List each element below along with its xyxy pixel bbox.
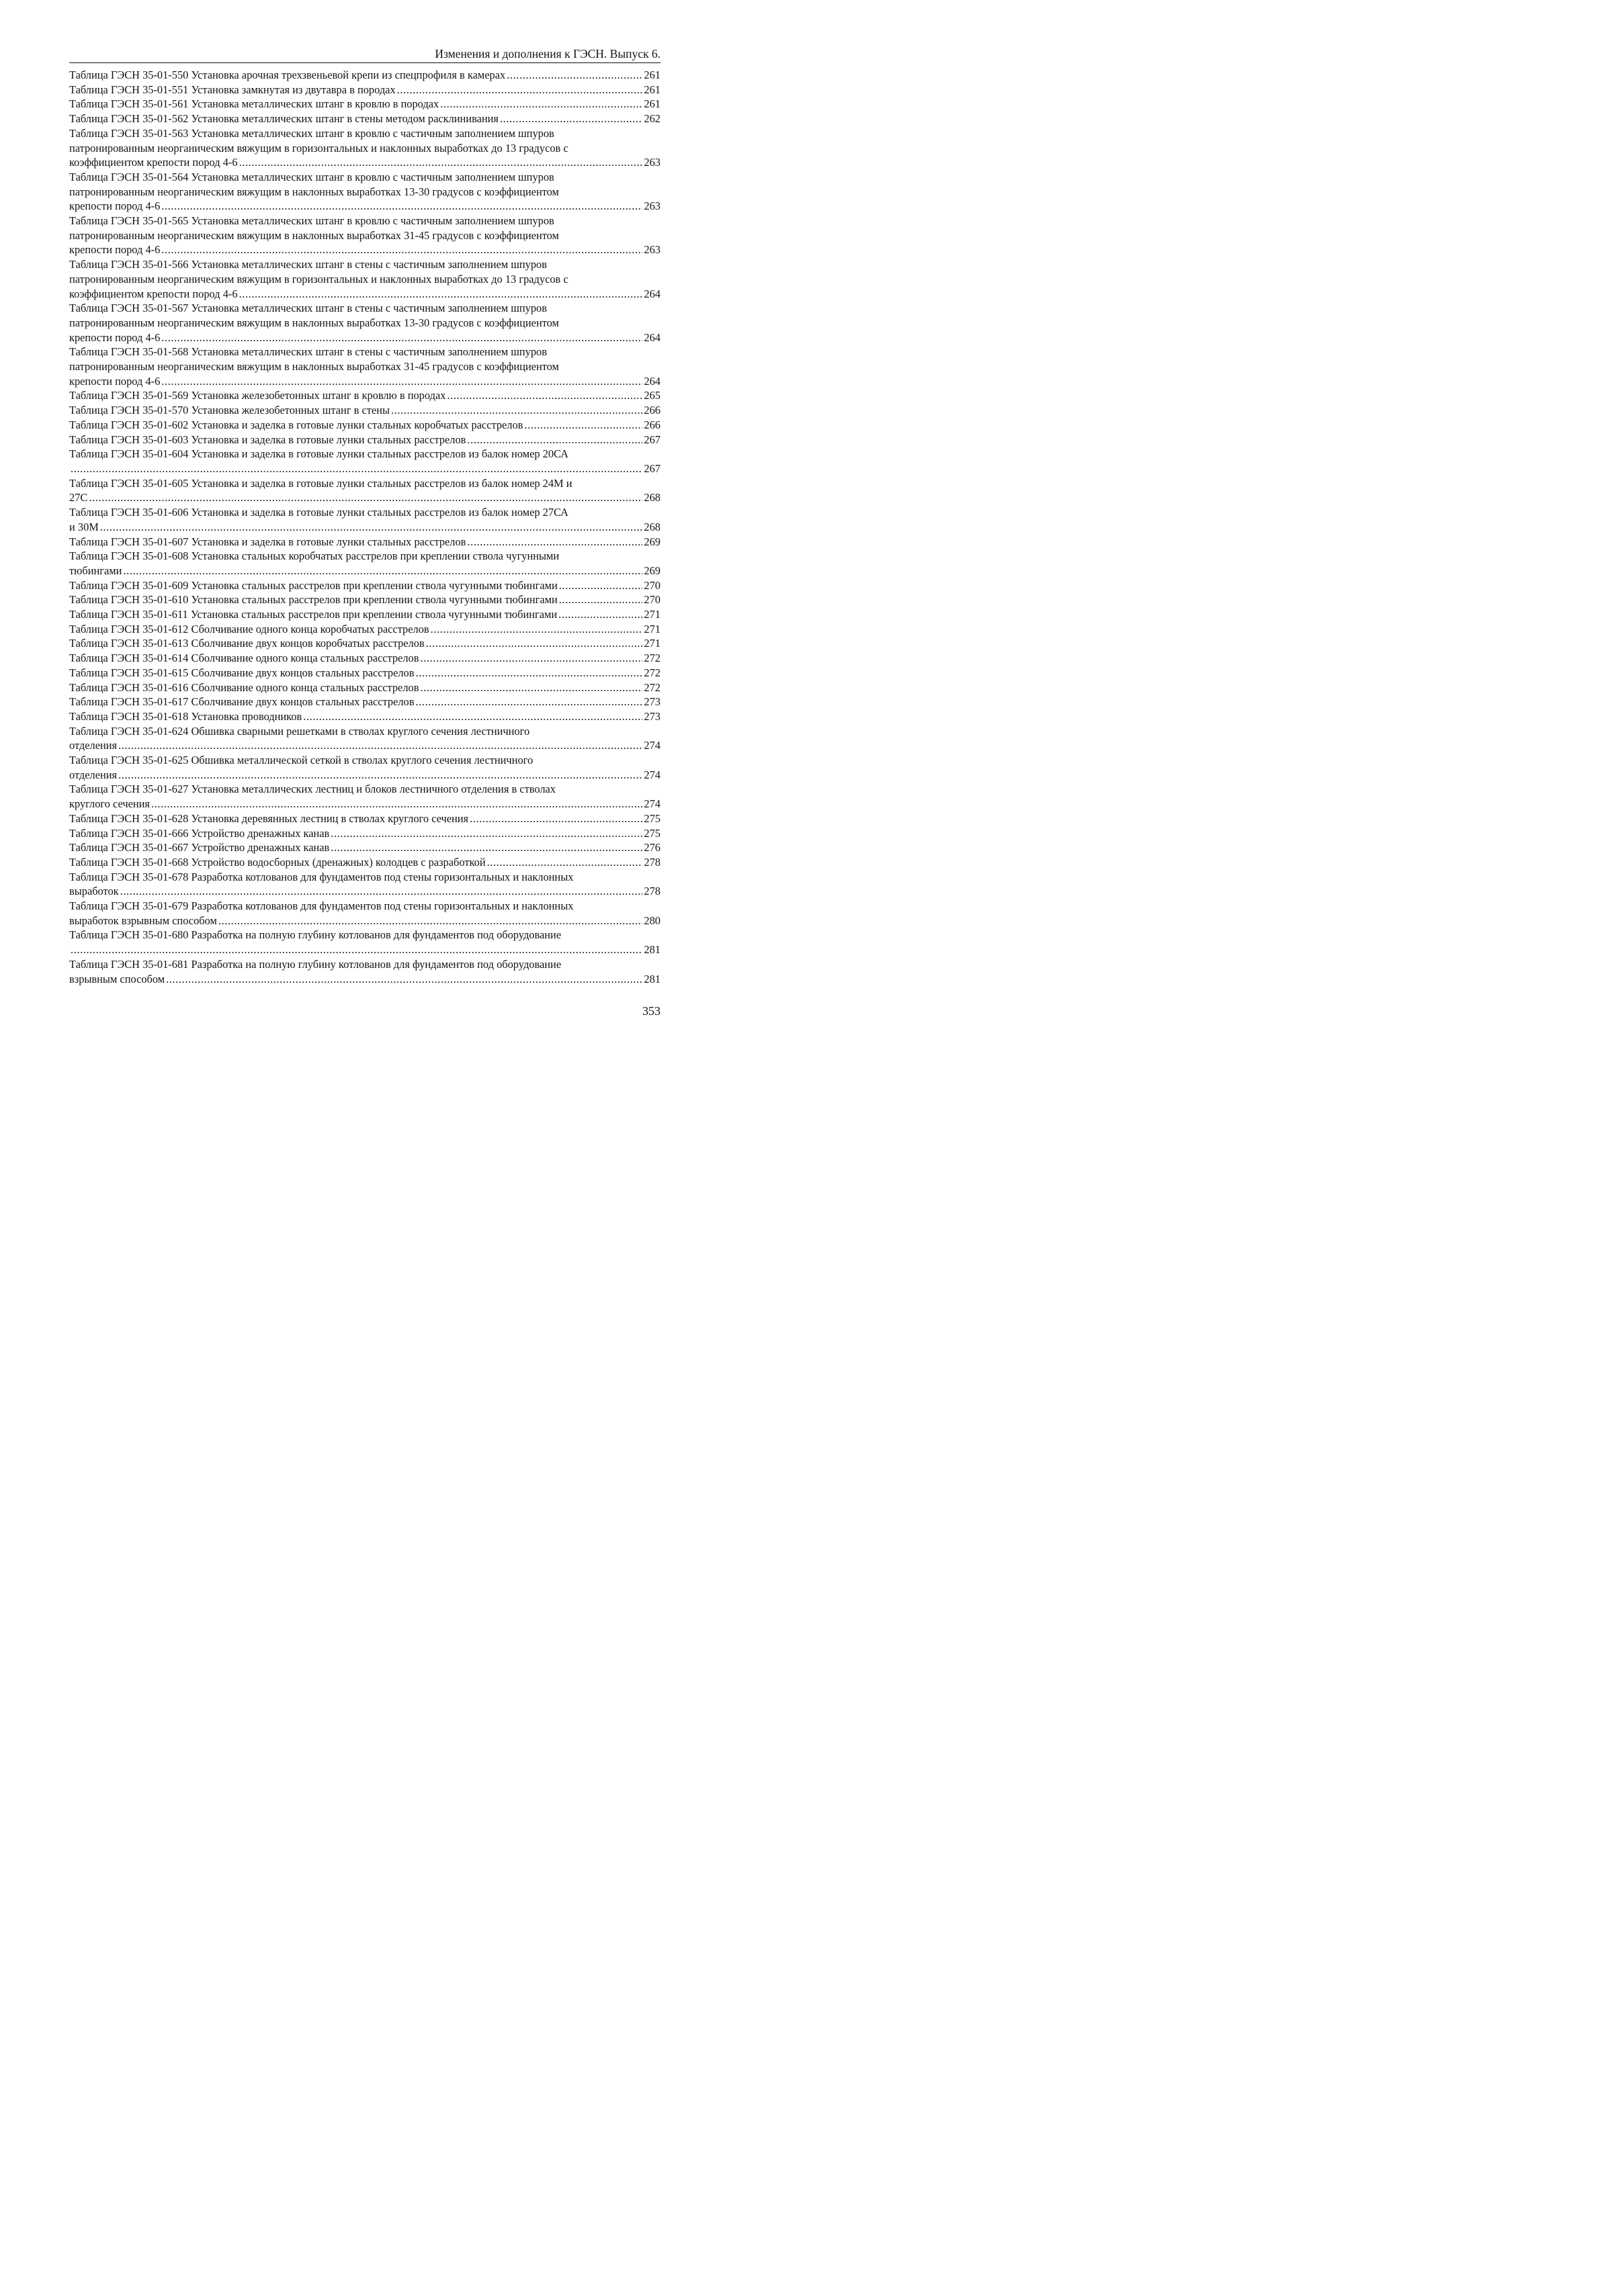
dot-leader [391,403,642,418]
toc-entry-last-line [69,826,661,841]
toc-entry-last-line [69,636,661,651]
toc-page-number: 268 [644,491,661,504]
dot-leader [447,388,642,403]
toc-entry-text: Таблица ГЭСН 35-01-551 Установка замкнутая из двутавра в породах [69,83,396,96]
toc-entry-text: Таблица ГЭСН 35-01-668 Устройство водосборных (дренажных) колодцев с разработкой [69,855,486,869]
toc-entry-text: Таблица ГЭСН 35-01-562 Установка металлических штанг в стены методом расклинивания [69,112,499,126]
toc-entry-text: Таблица ГЭСН 35-01-604 Установка и заделка в готовые лунки стальных расстрелов из балок номер 20СА [69,447,568,461]
toc-entry[interactable] [69,257,661,301]
toc-entry-last-line [69,97,661,112]
toc-entry-last-line [69,592,661,607]
dot-leader [558,607,642,622]
toc-entry-text: Таблица ГЭСН 35-01-614 Сболчивание одного конца стальных расстрелов [69,652,419,665]
toc-entry-text: Таблица ГЭСН 35-01-618 Установка проводников [69,709,302,723]
dot-leader [118,738,642,753]
dot-leader [303,709,642,724]
toc-entry-last-line [69,680,661,695]
dot-leader [161,199,642,214]
toc-entry[interactable] [69,855,661,870]
toc-entry-last-line [69,695,661,709]
toc-page-number: 272 [644,652,661,665]
header-rule [69,62,661,63]
toc-entry[interactable] [69,535,661,549]
toc-page-number: 274 [644,768,661,781]
toc-entry-text: круглого сечения [69,797,150,811]
toc-entry-text: Таблица ГЭСН 35-01-610 Установка стальных расстрелов при креплении ствола чугунными тюбингами [69,593,558,607]
toc-page-number: 276 [644,841,661,854]
toc-entry-text: выработок [69,885,119,898]
toc-entry-last-line [69,155,661,170]
toc-entry-last-line [69,520,661,535]
toc-entry[interactable] [69,666,661,680]
toc-entry-text: выработок взрывным способом [69,914,217,927]
toc-entry[interactable] [69,403,661,418]
toc-entry[interactable] [69,840,661,855]
toc-page-number: 275 [644,826,661,840]
dot-leader [559,592,643,607]
toc-entry-last-line [69,797,661,811]
toc-entry[interactable] [69,680,661,695]
toc-page-number: 272 [644,666,661,679]
toc-entry-last-line [69,578,661,593]
toc-entry-text: и 30М [69,520,99,533]
toc-entry-last-line [69,840,661,855]
toc-page-number: 275 [644,811,661,825]
toc-entry-text: коэффициентом крепости пород 4-6 [69,156,238,169]
toc-entry-text: патронированным неорганическим вяжущим в наклонных выработках 13-30 градусов с коэффициентом [69,316,559,329]
toc-entry-text: взрывным способом [69,972,165,985]
toc-entry-last-line [69,651,661,666]
dot-leader [420,651,642,666]
toc-entry-last-line [69,242,661,257]
toc-entry[interactable] [69,928,661,957]
dot-leader [151,797,642,811]
dot-leader [161,374,642,389]
toc-entry-last-line [69,738,661,753]
dot-leader [120,884,643,899]
toc-entry-text: Таблица ГЭСН 35-01-602 Установка и заделка в готовые лунки стальных коробчатых расстрелов [69,418,523,431]
dot-leader [166,972,642,987]
toc-entry-text: Таблица ГЭСН 35-01-564 Установка металлических штанг в кровлю с частичным заполнением шпуров [69,170,554,183]
page-header [69,44,661,63]
toc-entry-text: Таблица ГЭСН 35-01-666 Устройство дренажных канав [69,826,330,840]
toc-entry[interactable] [69,549,661,578]
toc-entry-last-line [69,914,661,928]
toc-entry-text: Таблица ГЭСН 35-01-566 Установка металлических штанг в стены с частичным заполнением шпуров [69,258,547,271]
toc-entry-text: Таблица ГЭСН 35-01-569 Установка железобетонных штанг в кровлю в породах [69,389,446,402]
toc-page-number: 271 [644,622,661,635]
toc-page-number: 268 [644,520,661,533]
toc-entry-text: патронированным неорганическим вяжущим в наклонных выработках 31-45 градусов с коэффициентом [69,228,559,242]
dot-leader [218,914,643,928]
toc-entry-text: патронированным неорганическим вяжущим в наклонных выработках 31-45 градусов с коэффициентом [69,360,559,373]
dot-leader [426,636,643,651]
toc-entry[interactable] [69,811,661,826]
toc-entry-last-line [69,83,661,97]
toc-entry-text: Таблица ГЭСН 35-01-625 Обшивка металлической сеткой в стволах круглого сечения лестничного [69,754,534,767]
toc-page-number: 266 [644,404,661,417]
toc-entry-text: Таблица ГЭСН 35-01-617 Сболчивание двух концов стальных расстрелов [69,695,415,709]
toc-entry-text: Таблица ГЭСН 35-01-615 Сболчивание двух концов стальных расстрелов [69,666,415,679]
toc-page-number: 261 [644,83,661,96]
toc-entry[interactable] [69,505,661,534]
toc-entry-last-line [69,972,661,987]
toc-entry-last-line [69,68,661,83]
toc-entry-last-line [69,855,661,870]
toc-entry-last-line [69,418,661,433]
toc-entry[interactable] [69,126,661,170]
toc-entry-last-line [69,388,661,403]
toc-entry[interactable] [69,607,661,622]
dot-leader [500,112,642,126]
dot-leader [118,768,642,783]
toc-entry-text: патронированным неорганическим вяжущим в горизонтальных и наклонных выработках до 13 градусов с [69,272,568,285]
dot-leader [397,83,643,97]
toc-entry-text: крепости пород 4-6 [69,374,161,388]
toc-page-number: 261 [644,69,661,81]
toc-page-number: 263 [644,156,661,169]
toc-entry[interactable] [69,695,661,709]
toc-entry-text: Таблица ГЭСН 35-01-611 Установка стальных расстрелов при креплении ствола чугунными тюбингами [69,608,558,621]
toc-entry-text: Таблица ГЭСН 35-01-563 Установка металлических штанг в кровлю с частичным заполнением шпуров [69,126,554,140]
toc-page-number: 270 [644,593,661,607]
toc-entry[interactable] [69,214,661,257]
dot-leader [71,942,642,957]
toc-entry-text: коэффициентом крепости пород 4-6 [69,287,238,300]
toc-entry-text: Таблица ГЭСН 35-01-568 Установка металлических штанг в стены с частичным заполнением шпуров [69,345,547,359]
toc-entry[interactable] [69,447,661,476]
toc-page-number: 278 [644,855,661,869]
toc-entry-last-line [69,564,661,578]
toc-entry-text: Таблица ГЭСН 35-01-605 Установка и заделка в готовые лунки стальных расстрелов из балок номер 24М и [69,476,572,490]
toc-page-number: 261 [644,97,661,111]
toc-entry[interactable] [69,170,661,214]
toc-page-number: 281 [644,972,661,985]
toc-entry-last-line [69,942,661,957]
dot-leader [100,520,643,535]
toc-entry[interactable] [69,957,661,986]
toc-entry[interactable] [69,782,661,811]
toc-entry-text: Таблица ГЭСН 35-01-624 Обшивка сварными решетками в стволах круглого сечения лестничного [69,724,530,738]
toc-page-number: 262 [644,112,661,126]
toc-page-number: 269 [644,535,661,548]
toc-entry-text: Таблица ГЭСН 35-01-613 Сболчивание двух концов коробчатых расстрелов [69,637,425,650]
toc-entry[interactable] [69,301,661,345]
toc-entry-text: Таблица ГЭСН 35-01-606 Установка и заделка в готовые лунки стальных расстрелов из балок номер 27СА [69,506,568,519]
toc-page-number: 264 [644,287,661,300]
toc-page-number: 271 [644,637,661,650]
toc-entry-text: Таблица ГЭСН 35-01-681 Разработка на полную глубину котлованов для фундаментов под оборудование [69,957,562,971]
toc-entry-text: Таблица ГЭСН 35-01-679 Разработка котлованов для фундаментов под стены горизонтальных и наклонных [69,899,574,913]
dot-leader [331,826,642,841]
dot-leader [470,811,642,826]
toc-entry[interactable] [69,83,661,97]
dot-leader [431,622,643,637]
dot-leader [123,564,642,578]
toc-entry-text: тюбингами [69,564,122,577]
toc-entry-last-line [69,709,661,724]
toc-entry-last-line [69,403,661,418]
toc-entry[interactable] [69,870,661,899]
toc-entry-text: Таблица ГЭСН 35-01-616 Сболчивание одного конца стальных расстрелов [69,680,419,694]
toc-entry[interactable] [69,753,661,782]
toc-entry-last-line [69,199,661,214]
toc-entry-text: Таблица ГЭСН 35-01-608 Установка стальных коробчатых расстрелов при креплении ствола чугунными [69,549,560,563]
toc-entry-text: Таблица ГЭСН 35-01-678 Разработка котлованов для фундаментов под стены горизонтальных и наклонных [69,870,574,883]
toc-entry[interactable] [69,68,661,83]
dot-leader [467,535,642,549]
dot-leader [559,578,643,593]
toc-entry-last-line [69,433,661,447]
dot-leader [415,666,642,680]
toc-page-number: 264 [644,374,661,388]
toc-page-number: 274 [644,739,661,752]
toc-entry-text: Таблица ГЭСН 35-01-550 Установка арочная трехзвеньевой крепи из спецпрофиля в камерах [69,69,506,81]
toc-page-number: 281 [644,943,661,957]
toc-entry-text: крепости пород 4-6 [69,200,161,213]
dot-leader [239,287,643,302]
dot-leader [524,418,642,433]
toc-page-number: 273 [644,709,661,723]
toc-entry-text: Таблица ГЭСН 35-01-561 Установка металлических штанг в кровлю в породах [69,97,439,111]
toc-entry[interactable] [69,433,661,447]
toc-entry[interactable] [69,476,661,505]
toc-entry-text: патронированным неорганическим вяжущим в наклонных выработках 13-30 градусов с коэффициентом [69,185,559,198]
toc-page-number: 263 [644,243,661,257]
toc-entry[interactable] [69,899,661,928]
toc-entry[interactable] [69,112,661,126]
dot-leader [161,330,642,345]
toc-page-number: 274 [644,797,661,811]
toc-entry-last-line [69,666,661,680]
toc-entry[interactable] [69,97,661,112]
toc-entry[interactable] [69,578,661,593]
toc-entry[interactable] [69,724,661,753]
dot-leader [71,461,642,476]
toc-page-number: 278 [644,885,661,898]
page-number: 353 [642,1004,661,1018]
toc-entry[interactable] [69,592,661,607]
dot-leader [331,840,642,855]
toc-entry-text: крепости пород 4-6 [69,243,161,257]
toc-page-number: 273 [644,695,661,709]
toc-entry-last-line [69,287,661,302]
toc-page-number: 263 [644,200,661,213]
toc-entry-text: Таблица ГЭСН 35-01-667 Устройство дренажных канав [69,841,330,854]
toc-page-number: 265 [644,389,661,402]
toc-entry-text: Таблица ГЭСН 35-01-628 Установка деревянных лестниц в стволах круглого сечения [69,811,469,825]
toc-entry-text: патронированным неорганическим вяжущим в горизонтальных и наклонных выработках до 13 градусов с [69,141,568,154]
dot-leader [161,242,642,257]
toc-entry-text: Таблица ГЭСН 35-01-603 Установка и заделка в готовые лунки стальных расстрелов [69,433,466,446]
toc-entry-text: отделения [69,739,118,752]
toc-entry-last-line [69,884,661,899]
dot-leader [467,433,642,447]
dot-leader [239,155,643,170]
toc-entry-text: Таблица ГЭСН 35-01-612 Сболчивание одного конца коробчатых расстрелов [69,622,429,635]
toc-entry-last-line [69,768,661,783]
dot-leader [507,68,642,83]
toc-entry-last-line [69,490,661,505]
toc-entry-last-line [69,461,661,476]
toc-entry-last-line [69,112,661,126]
toc-page-number: 267 [644,461,661,475]
dot-leader [420,680,642,695]
toc-page-number: 267 [644,433,661,446]
dot-leader [89,490,642,505]
toc-page-number: 270 [644,578,661,592]
toc-entry-last-line [69,607,661,622]
table-of-contents [69,68,661,986]
toc-page-number: 271 [644,608,661,621]
toc-entry-text: Таблица ГЭСН 35-01-607 Установка и заделка в готовые лунки стальных расстрелов [69,535,466,548]
toc-page-number: 269 [644,564,661,577]
toc-entry[interactable] [69,622,661,637]
dot-leader [415,695,642,709]
toc-entry-last-line [69,622,661,637]
toc-entry[interactable] [69,651,661,666]
toc-entry-last-line [69,330,661,345]
toc-entry-text: Таблица ГЭСН 35-01-567 Установка металлических штанг в стены с частичным заполнением шпуров [69,302,547,315]
running-header-title: Изменения и дополнения к ГЭСН. Выпуск 6. [435,47,661,60]
toc-entry[interactable] [69,636,661,651]
toc-entry-text: Таблица ГЭСН 35-01-565 Установка металлических штанг в кровлю с частичным заполнением шпуров [69,214,554,228]
dot-leader [487,855,643,870]
toc-page-number: 264 [644,330,661,344]
toc-entry[interactable] [69,418,661,433]
toc-entry[interactable] [69,709,661,724]
toc-entry-text: Таблица ГЭСН 35-01-570 Установка железобетонных штанг в стены [69,404,390,417]
toc-entry-last-line [69,535,661,549]
toc-entry-text: Таблица ГЭСН 35-01-680 Разработка на полную глубину котлованов для фундаментов под оборудование [69,928,562,942]
toc-entry-text: крепости пород 4-6 [69,330,161,344]
dot-leader [440,97,642,112]
toc-entry-text: 27С [69,491,88,504]
toc-entry-last-line [69,811,661,826]
toc-entry[interactable] [69,826,661,841]
toc-entry-text: Таблица ГЭСН 35-01-627 Установка металлических лестниц и блоков лестничного отделения в стволах [69,783,556,796]
toc-page-number: 272 [644,680,661,694]
toc-page-number: 266 [644,418,661,431]
toc-page-number: 280 [644,914,661,927]
toc-entry-text: Таблица ГЭСН 35-01-609 Установка стальных расстрелов при креплении ствола чугунными тюбингами [69,578,558,592]
toc-entry-text: отделения [69,768,118,781]
toc-entry-last-line [69,374,661,389]
toc-entry[interactable] [69,345,661,388]
toc-entry[interactable] [69,388,661,403]
